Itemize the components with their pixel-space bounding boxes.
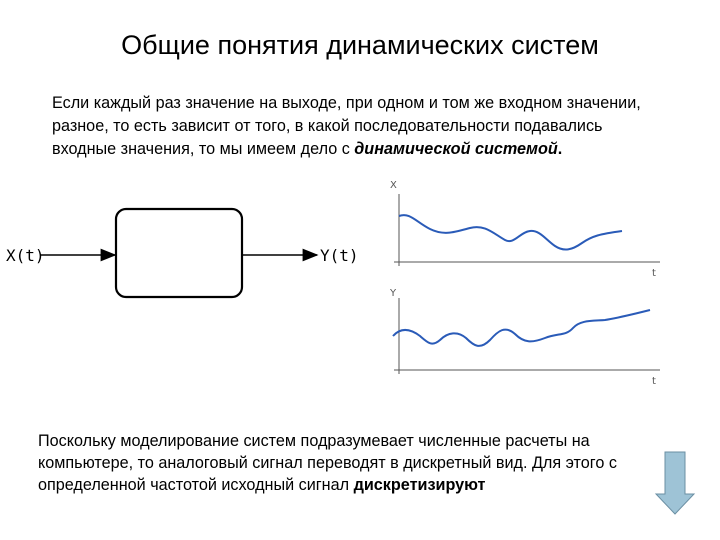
bottom-x-axis-label: t	[652, 376, 656, 387]
conclusion-text: Поскольку моделирование систем подразумевает численные расчеты на компьютере, то аналоговый сигнал переводят в дискретный вид. Для этого с определенной частотой исходный сигнал	[38, 432, 617, 494]
system-box	[116, 209, 242, 297]
input-signal-curve	[399, 215, 622, 249]
next-slide-arrow-icon[interactable]	[656, 452, 694, 514]
intro-text: Если каждый раз значение на выходе, при одном и том же входном значении, разное, то есть зависит от того, в какой последовательности подавались входные значения, то мы имеем дело с	[52, 94, 641, 158]
intro-emphasis: динамической системой	[354, 140, 558, 158]
input-label: X(t)	[6, 246, 45, 265]
slide-title: Общие понятия динамических систем	[121, 30, 599, 60]
output-signal-plot	[389, 288, 660, 387]
conclusion-emphasis: дискретизируют	[353, 476, 486, 494]
output-signal-curve	[393, 310, 650, 346]
system-block-diagram	[6, 209, 359, 297]
top-x-axis-label: t	[652, 268, 656, 279]
conclusion-paragraph	[38, 430, 648, 496]
bottom-y-axis-label: Y	[390, 288, 397, 299]
output-label: Y(t)	[320, 246, 359, 265]
top-y-axis-label: X	[390, 180, 397, 191]
intro-period: .	[557, 140, 563, 158]
input-signal-plot	[390, 180, 660, 279]
